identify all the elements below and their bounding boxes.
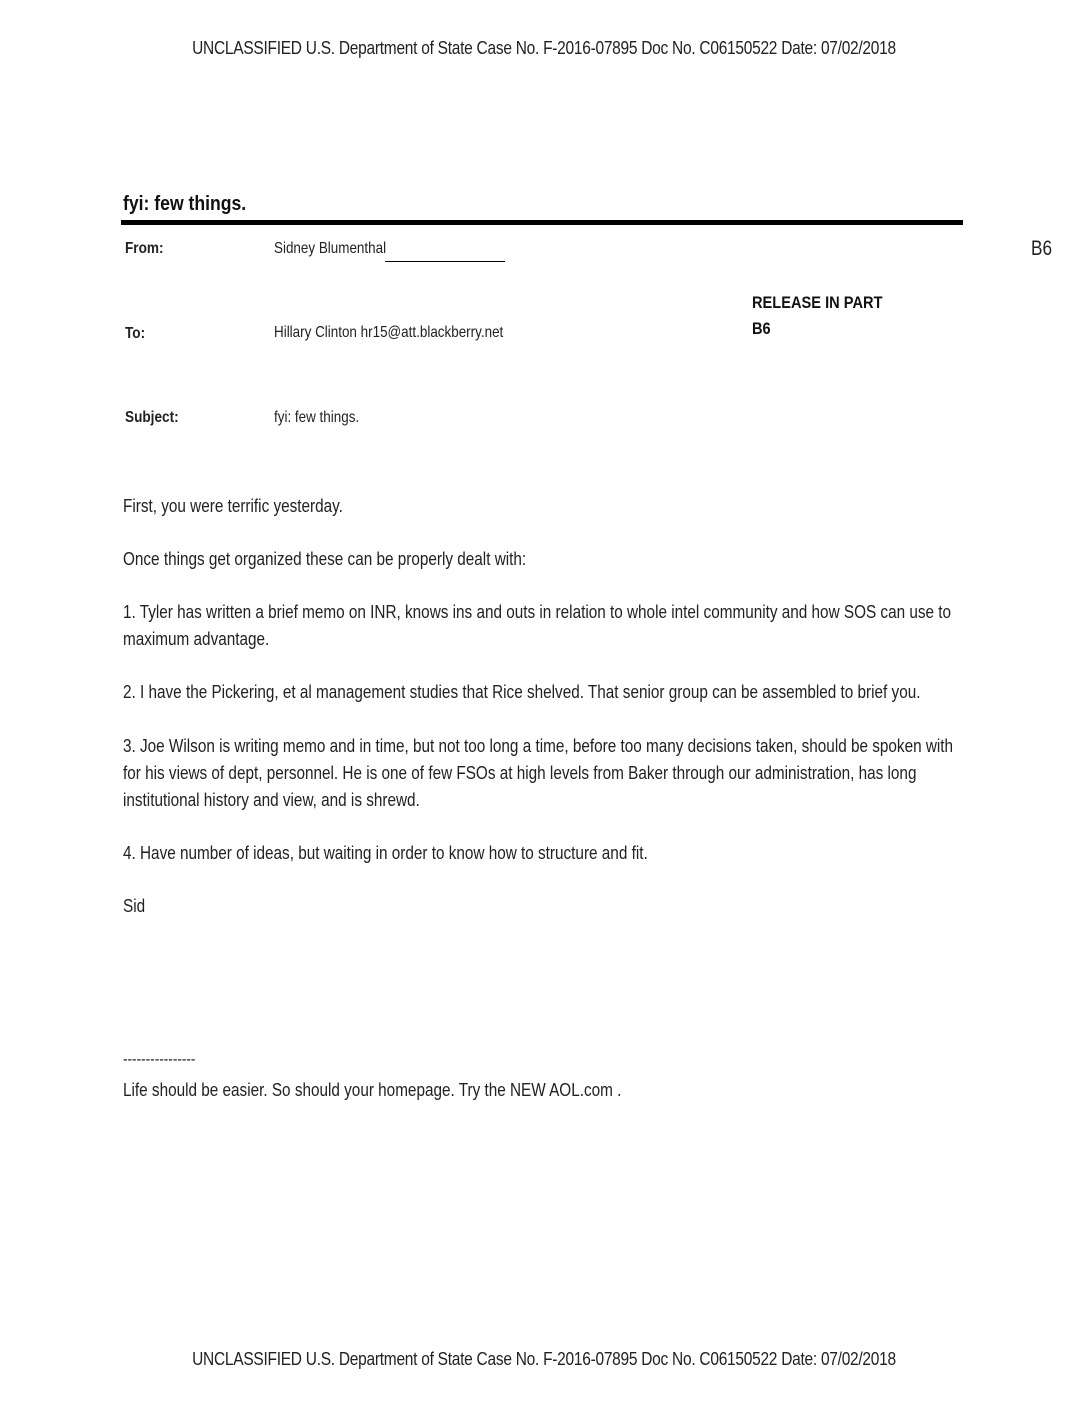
from-value: Sidney Blumenthal [274, 240, 387, 257]
subject-value: fyi: few things. [274, 409, 360, 426]
aol-tagline: Life should be easier. So should your homepage. Try the NEW AOL.com . [123, 1080, 622, 1100]
body-paragraph-1: First, you were terrific yesterday. [123, 496, 343, 516]
release-stamp-line2: B6 [752, 319, 771, 338]
to-value: Hillary Clinton hr15@att.blackberry.net [274, 324, 504, 341]
exemption-margin-code: B6 [1031, 237, 1053, 260]
classification-header: UNCLASSIFIED U.S. Department of State Case No. F-2016-07895 Doc No. C06150522 Date: 07/02/2018 [192, 38, 896, 58]
classification-footer: UNCLASSIFIED U.S. Department of State Case No. F-2016-07895 Doc No. C06150522 Date: 07/02/2018 [192, 1349, 896, 1369]
release-stamp-line1: RELEASE IN PART [752, 293, 883, 312]
body-paragraph-4: 2. I have the Pickering, et al management studies that Rice shelved. That senior group can be assembled to brief you. [123, 682, 921, 702]
signature: Sid [123, 896, 146, 916]
redaction-line [385, 261, 505, 262]
body-paragraph-5: 3. Joe Wilson is writing memo and in time, but not too long a time, before too many decisions taken, should be spoken with for his views of dept, personnel. He is one of few FSOs at high levels from Baker through our administration, has long institutional history and view, and is shrewd. [123, 736, 954, 810]
subject-label: Subject: [125, 409, 179, 426]
email-title: fyi: few things. [123, 193, 247, 215]
title-divider [121, 220, 963, 225]
body-paragraph-2: Once things get organized these can be properly dealt with: [123, 549, 527, 569]
to-label: To: [125, 325, 146, 342]
signature-divider: ---------------- [123, 1051, 196, 1068]
body-paragraph-6: 4. Have number of ideas, but waiting in order to know how to structure and fit. [123, 843, 648, 863]
body-paragraph-3: 1. Tyler has written a brief memo on INR, knows ins and outs in relation to whole intel community and how SOS can use to maximum advantage. [123, 602, 952, 649]
from-label: From: [125, 240, 164, 257]
release-stamp [752, 290, 883, 342]
